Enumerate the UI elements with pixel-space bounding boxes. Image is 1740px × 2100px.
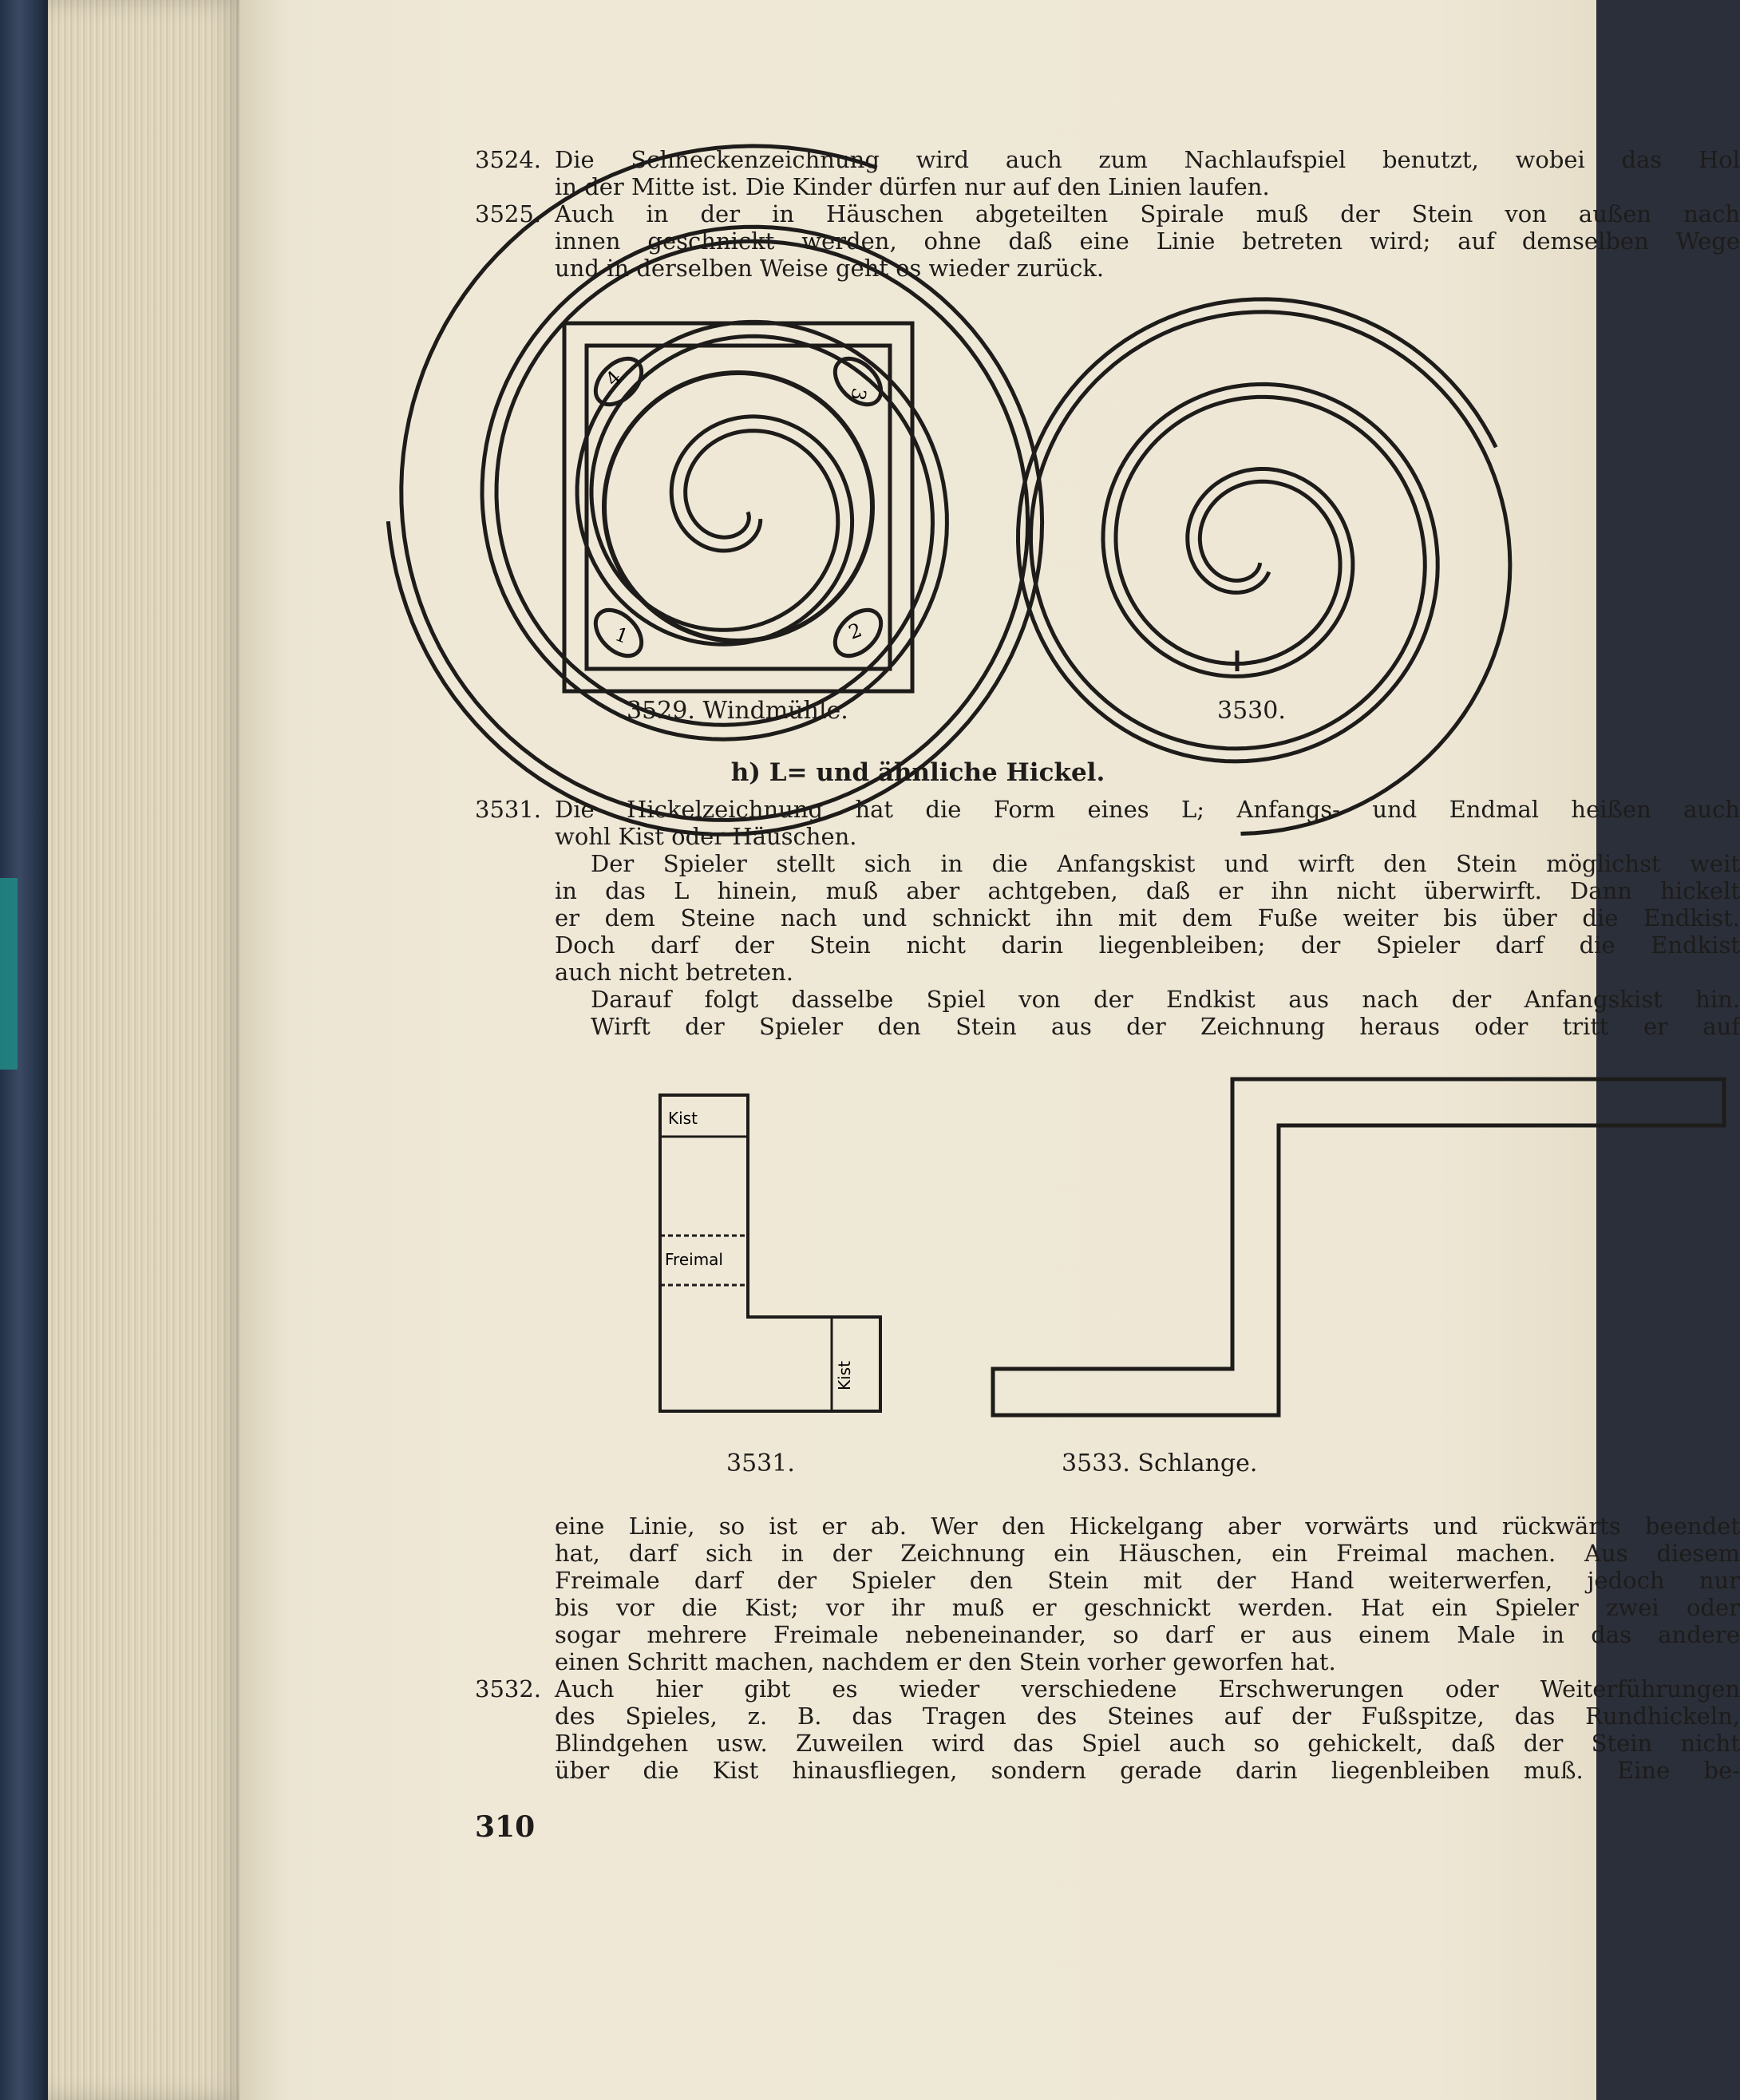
l-shape-figure [658,1094,882,1413]
snake-figure [991,1078,1726,1417]
paragraph-number: 3531. [475,796,542,823]
text-line: innen geschnickt werden, ohne daß eine Linie betreten wird; auf demselben Wege [555,227,1740,255]
label-kist-end: Kist [835,1361,854,1390]
label-freimal: Freimal [665,1250,723,1269]
windmill-figure [563,322,914,693]
corner-number-4: 4 [601,366,627,391]
cover-accent-stripe [0,878,18,1070]
text-line: des Spieles, z. B. das Tragen des Steines auf der Fußspitze, das Rundhickeln, [555,1703,1740,1730]
text-line: Blindgehen usw. Zuweilen wird das Spiel auch so gehickelt, daß der Stein nicht [555,1730,1740,1757]
paragraph-3532 [555,1675,1740,1784]
figure-caption-3529: 3529. Windmühle. [627,697,848,725]
figure-caption-3533: 3533. Schlange. [1062,1449,1258,1477]
text-line: über die Kist hinausfliegen, sondern gerade darin liegenbleiben muß. Eine be- [555,1757,1740,1784]
text-line: und in derselben Weise geht es wieder zurück. [555,255,1105,282]
text-line: wohl Kist oder Häuschen. [555,823,857,850]
section-heading: h) L= und ähnliche Hickel. [730,758,1105,787]
text-line: Die Hickelzeichnung hat die Form eines L; Anfangs- und Endmal heißen auch [555,796,1740,823]
book-page [239,0,1740,2100]
text-line: Darauf folgt dasselbe Spiel von der Endkist aus nach der Anfangskist hin. [591,986,1740,1013]
text-line: Doch darf der Stein nicht darin liegenbleiben; der Spieler darf die Endkist [555,931,1740,959]
text-line: in das L hinein, muß aber achtgeben, daß er ihn nicht überwirft. Dann hickelt [555,877,1740,904]
text-line: Freimale darf der Spieler den Stein mit der Hand weiterwerfen, jedoch nur [555,1567,1740,1594]
text-line: Auch in der in Häuschen abgeteilten Spirale muß der Stein von außen nach [555,200,1740,227]
paragraph-3531 [555,796,1740,1040]
paragraph-3524 [555,146,1740,200]
corner-number-2: 2 [845,619,865,644]
corner-number-1: 1 [611,623,631,648]
text-line: Wirft der Spieler den Stein aus der Zeichnung heraus oder tritt er auf [591,1013,1740,1040]
text-line: Der Spieler stellt sich in die Anfangskist und wirft den Stein möglichst weit [591,850,1740,877]
text-line: in der Mitte ist. Die Kinder dürfen nur auf den Linien laufen. [555,173,1270,200]
label-kist-top: Kist [668,1109,698,1128]
text-line: eine Linie, so ist er ab. Wer den Hickelgang aber vorwärts und rückwärts beendet [555,1513,1740,1540]
text-line: er dem Steine nach und schnickt ihn mit dem Fuße weiter bis über die Endkist. [555,904,1740,931]
paragraph-number: 3525. [475,200,542,227]
text-line: bis vor die Kist; vor ihr muß er geschnickt werden. Hat ein Spieler zwei oder [555,1594,1740,1621]
text-line: Auch hier gibt es wieder verschiedene Erschwerungen oder Weiterführungen [555,1675,1740,1703]
text-line: sogar mehrere Freimale nebeneinander, so darf er aus einem Male in das andere [555,1621,1740,1648]
spiral-figure [1133,433,1365,673]
paragraph-3531-continued [555,1513,1740,1675]
paragraph-number: 3532. [475,1675,542,1703]
text-line: Die Schneckenzeichnung wird auch zum Nachlaufspiel benutzt, wobei das Hol [555,146,1740,173]
corner-number-3: 3 [846,386,871,402]
figure-caption-3531: 3531. [726,1449,795,1477]
text-line: einen Schritt machen, nachdem er den Stein vorher geworfen hat. [555,1648,1336,1675]
text-line: hat, darf sich in der Zeichnung ein Häuschen, ein Freimal machen. Aus diesem [555,1540,1740,1567]
figure-caption-3530: 3530. [1217,697,1286,725]
text-line: auch nicht betreten. [555,959,793,986]
paragraph-number: 3524. [475,146,542,173]
page-number: 310 [475,1810,536,1844]
page-stack-edges [48,0,247,2100]
